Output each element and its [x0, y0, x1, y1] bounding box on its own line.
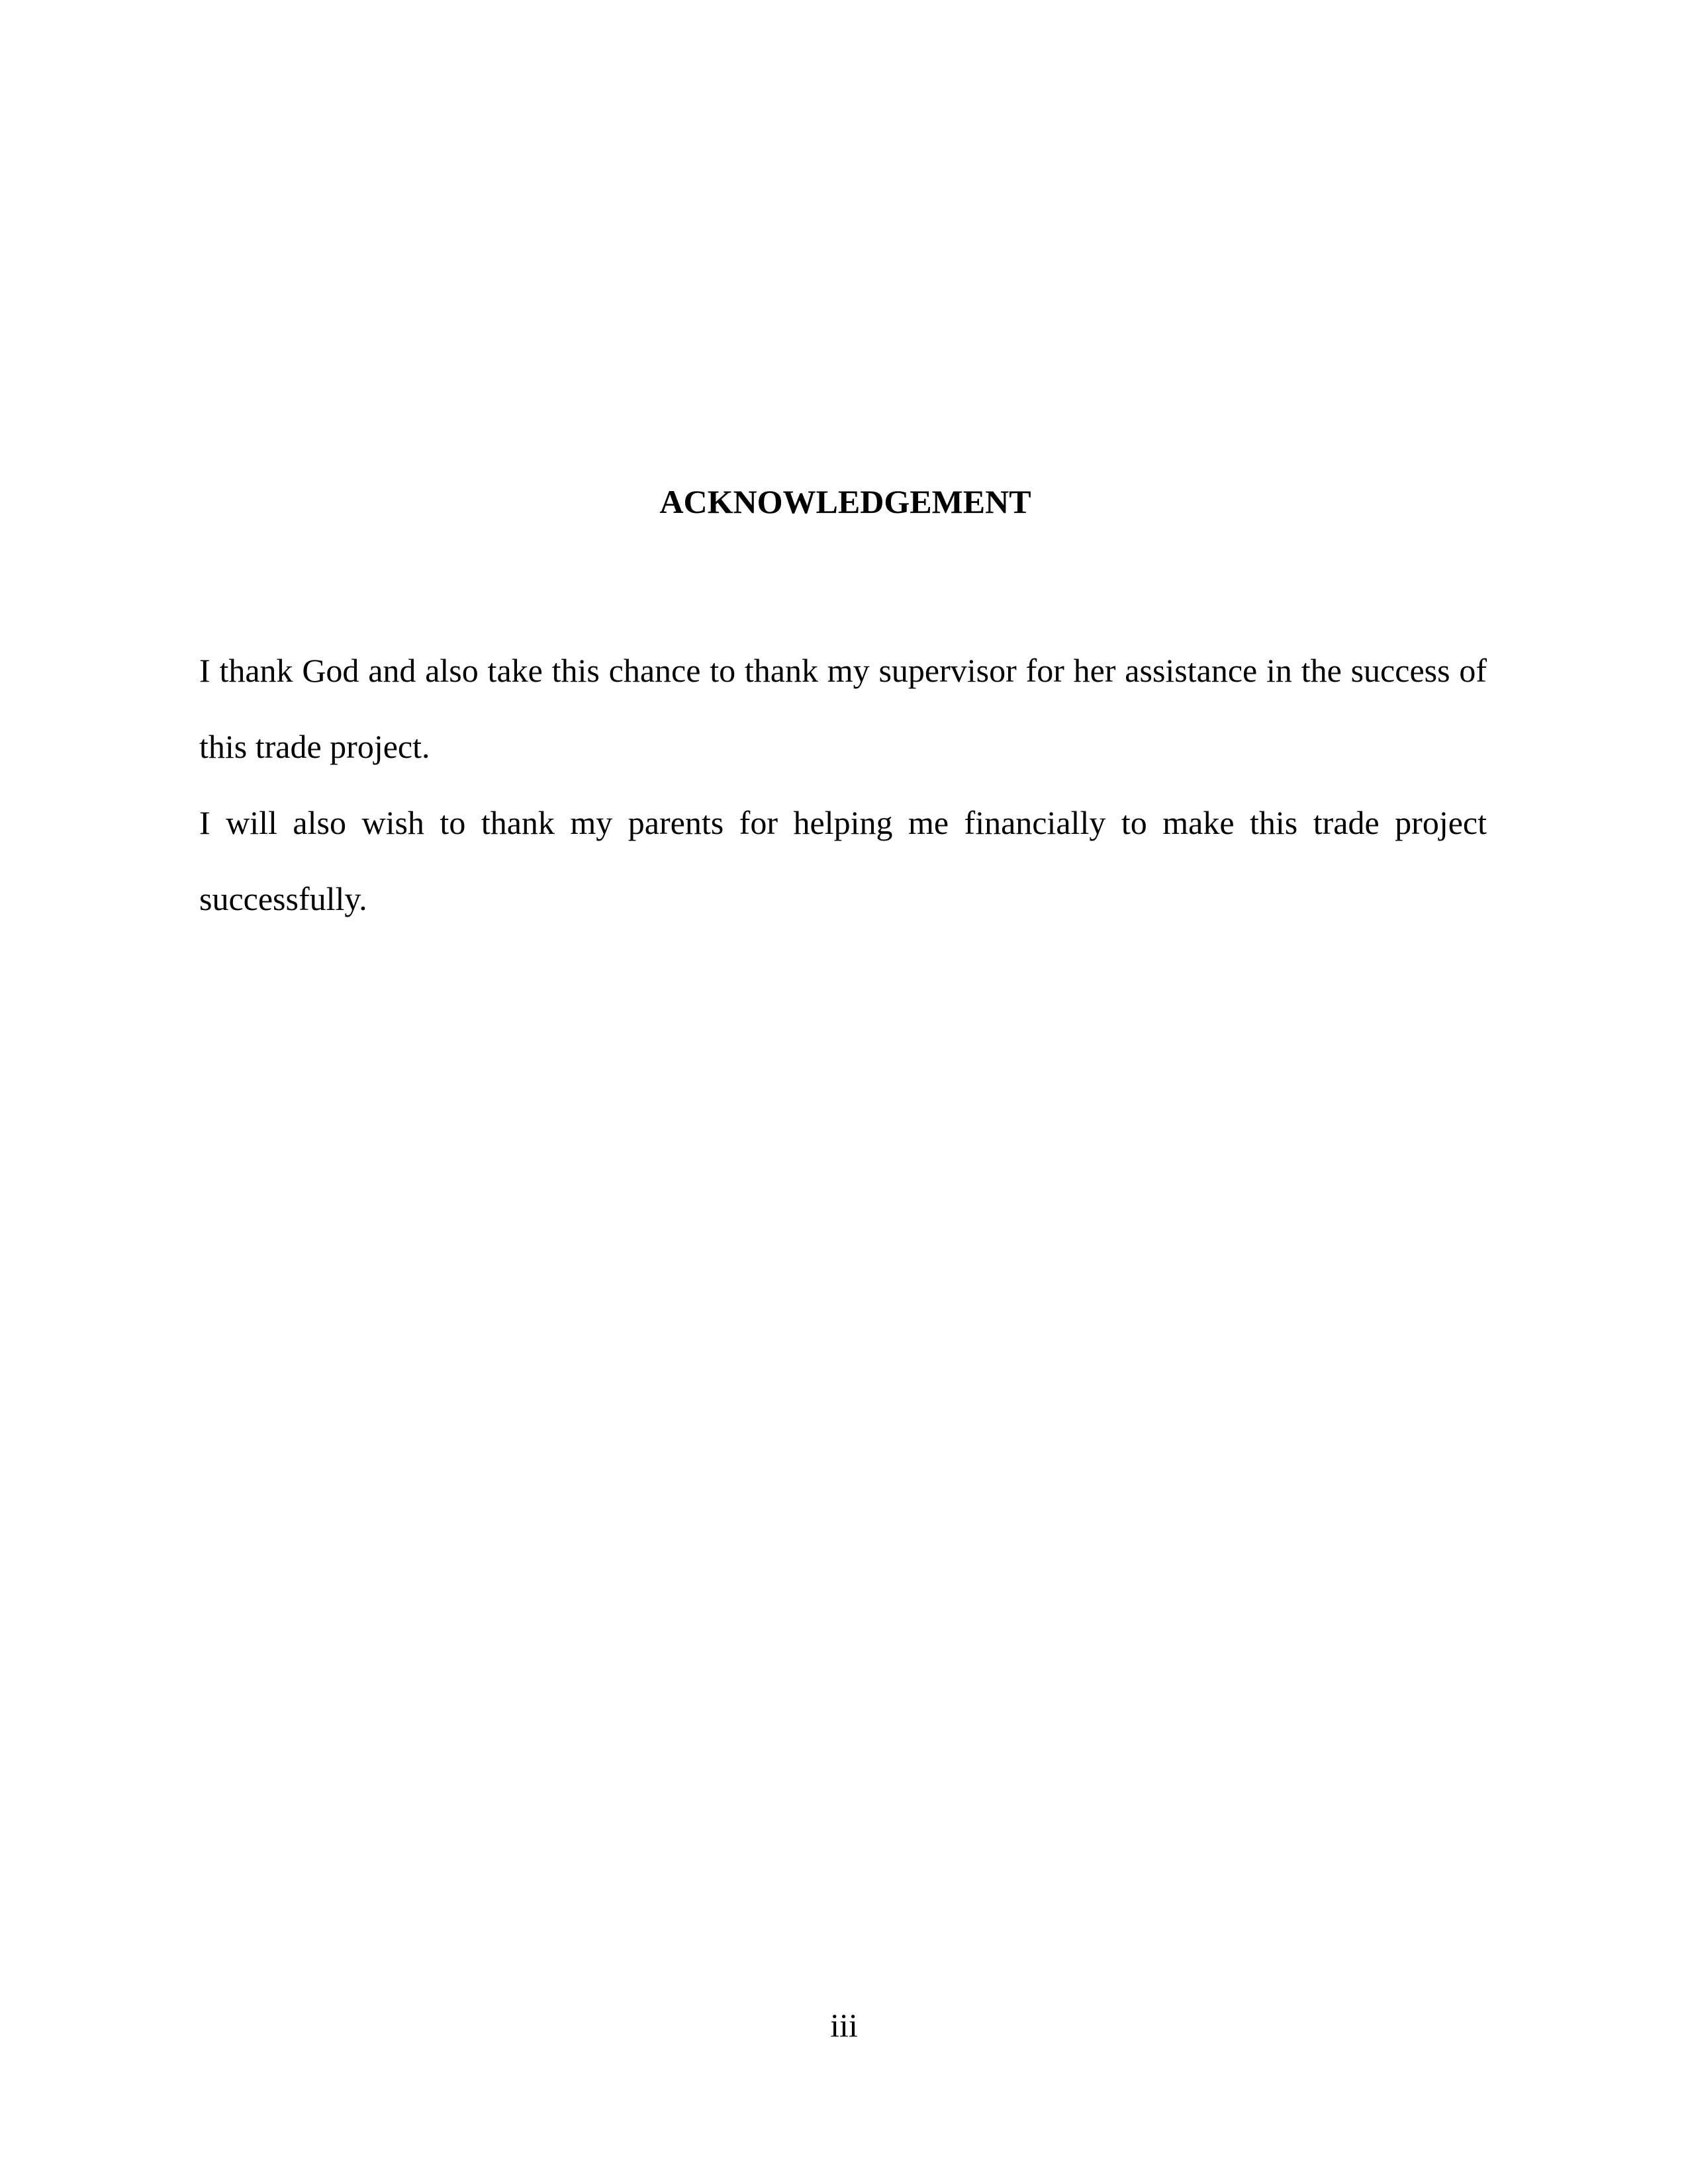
paragraph-line: I thank God and also take this chance to thank my supervisor for her assistance in the success of — [199, 652, 1487, 689]
paragraph-line: this trade project. — [199, 728, 430, 765]
paragraph-thanks-supervisor — [199, 633, 1487, 785]
acknowledgement-body — [199, 633, 1487, 937]
paragraph-thanks-parents — [199, 785, 1487, 937]
page-number: iii — [830, 2007, 858, 2044]
page-title: ACKNOWLEDGEMENT — [659, 483, 1031, 520]
paragraph-line: successfully. — [199, 880, 367, 917]
paragraph-line: I will also wish to thank my parents for helping me financially to make this trade project — [199, 804, 1487, 841]
